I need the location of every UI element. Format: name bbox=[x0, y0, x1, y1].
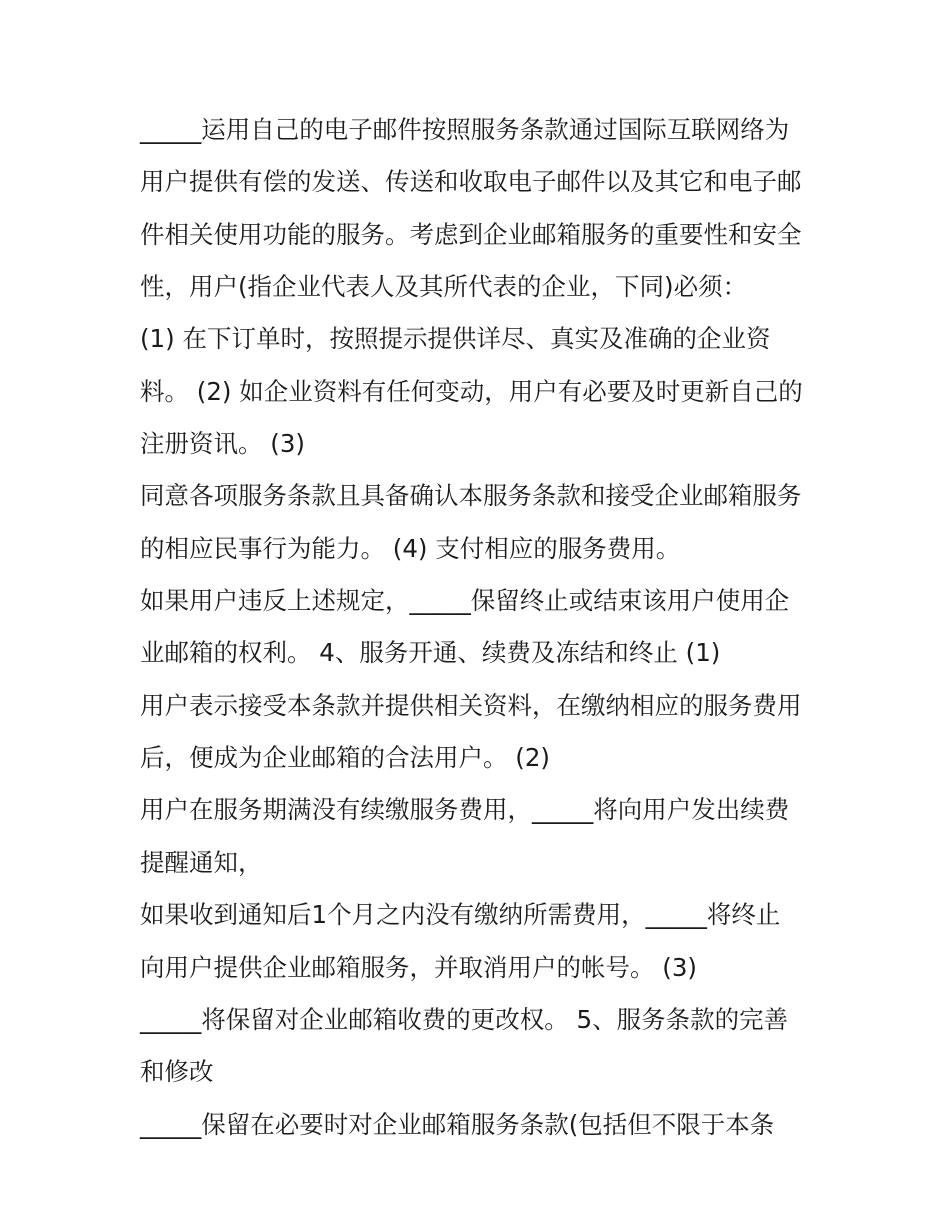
text-line: 注册资讯。 (3) bbox=[140, 429, 305, 459]
text-line: 如果用户违反上述规定，_____保留终止或结束该用户使用企 bbox=[140, 586, 790, 616]
text-line: 提醒通知， bbox=[140, 847, 263, 877]
text-line: (1) 在下订单时，按照提示提供详尽、真实及准确的企业资 bbox=[140, 324, 771, 354]
text-line: 用户表示接受本条款并提供相关资料，在缴纳相应的服务费用 bbox=[140, 690, 802, 720]
text-line: _____保留在必要时对企业邮箱服务条款(包括但不限于本条 bbox=[140, 1109, 775, 1139]
text-line: _____运用自己的电子邮件按照服务条款通过国际互联网络为 bbox=[140, 115, 790, 144]
text-line: 和修改 bbox=[140, 1057, 214, 1087]
text-line: 业邮箱的权利。 4、服务开通、续费及冻结和终止 (1) bbox=[140, 638, 721, 668]
text-line: 件相关使用功能的服务。考虑到企业邮箱服务的重要性和安全 bbox=[140, 219, 802, 249]
text-line: 同意各项服务条款且具备确认本服务条款和接受企业邮箱服务 bbox=[140, 481, 802, 511]
document-body bbox=[140, 107, 820, 1154]
text-line: 如果收到通知后1个月之内没有缴纳所需费用，_____将终止 bbox=[140, 900, 781, 930]
text-line: 料。 (2) 如企业资料有任何变动，用户有必要及时更新自己的 bbox=[140, 376, 803, 406]
text-line: _____将保留对企业邮箱收费的更改权。 5、服务条款的完善 bbox=[140, 1004, 789, 1034]
text-line: 性，用户(指企业代表人及其所代表的企业，下同)必须： bbox=[140, 272, 748, 302]
text-line: 的相应民事行为能力。 (4) 支付相应的服务费用。 bbox=[140, 533, 681, 563]
text-line: 用户在服务期满没有续缴服务费用，_____将向用户发出续费 bbox=[140, 795, 790, 825]
text-line: 后，便成为企业邮箱的合法用户。 (2) bbox=[140, 743, 550, 773]
text-line: 向用户提供企业邮箱服务，并取消用户的帐号。 (3) bbox=[140, 952, 697, 982]
text-line: 用户提供有偿的发送、传送和收取电子邮件以及其它和电子邮 bbox=[140, 167, 802, 197]
